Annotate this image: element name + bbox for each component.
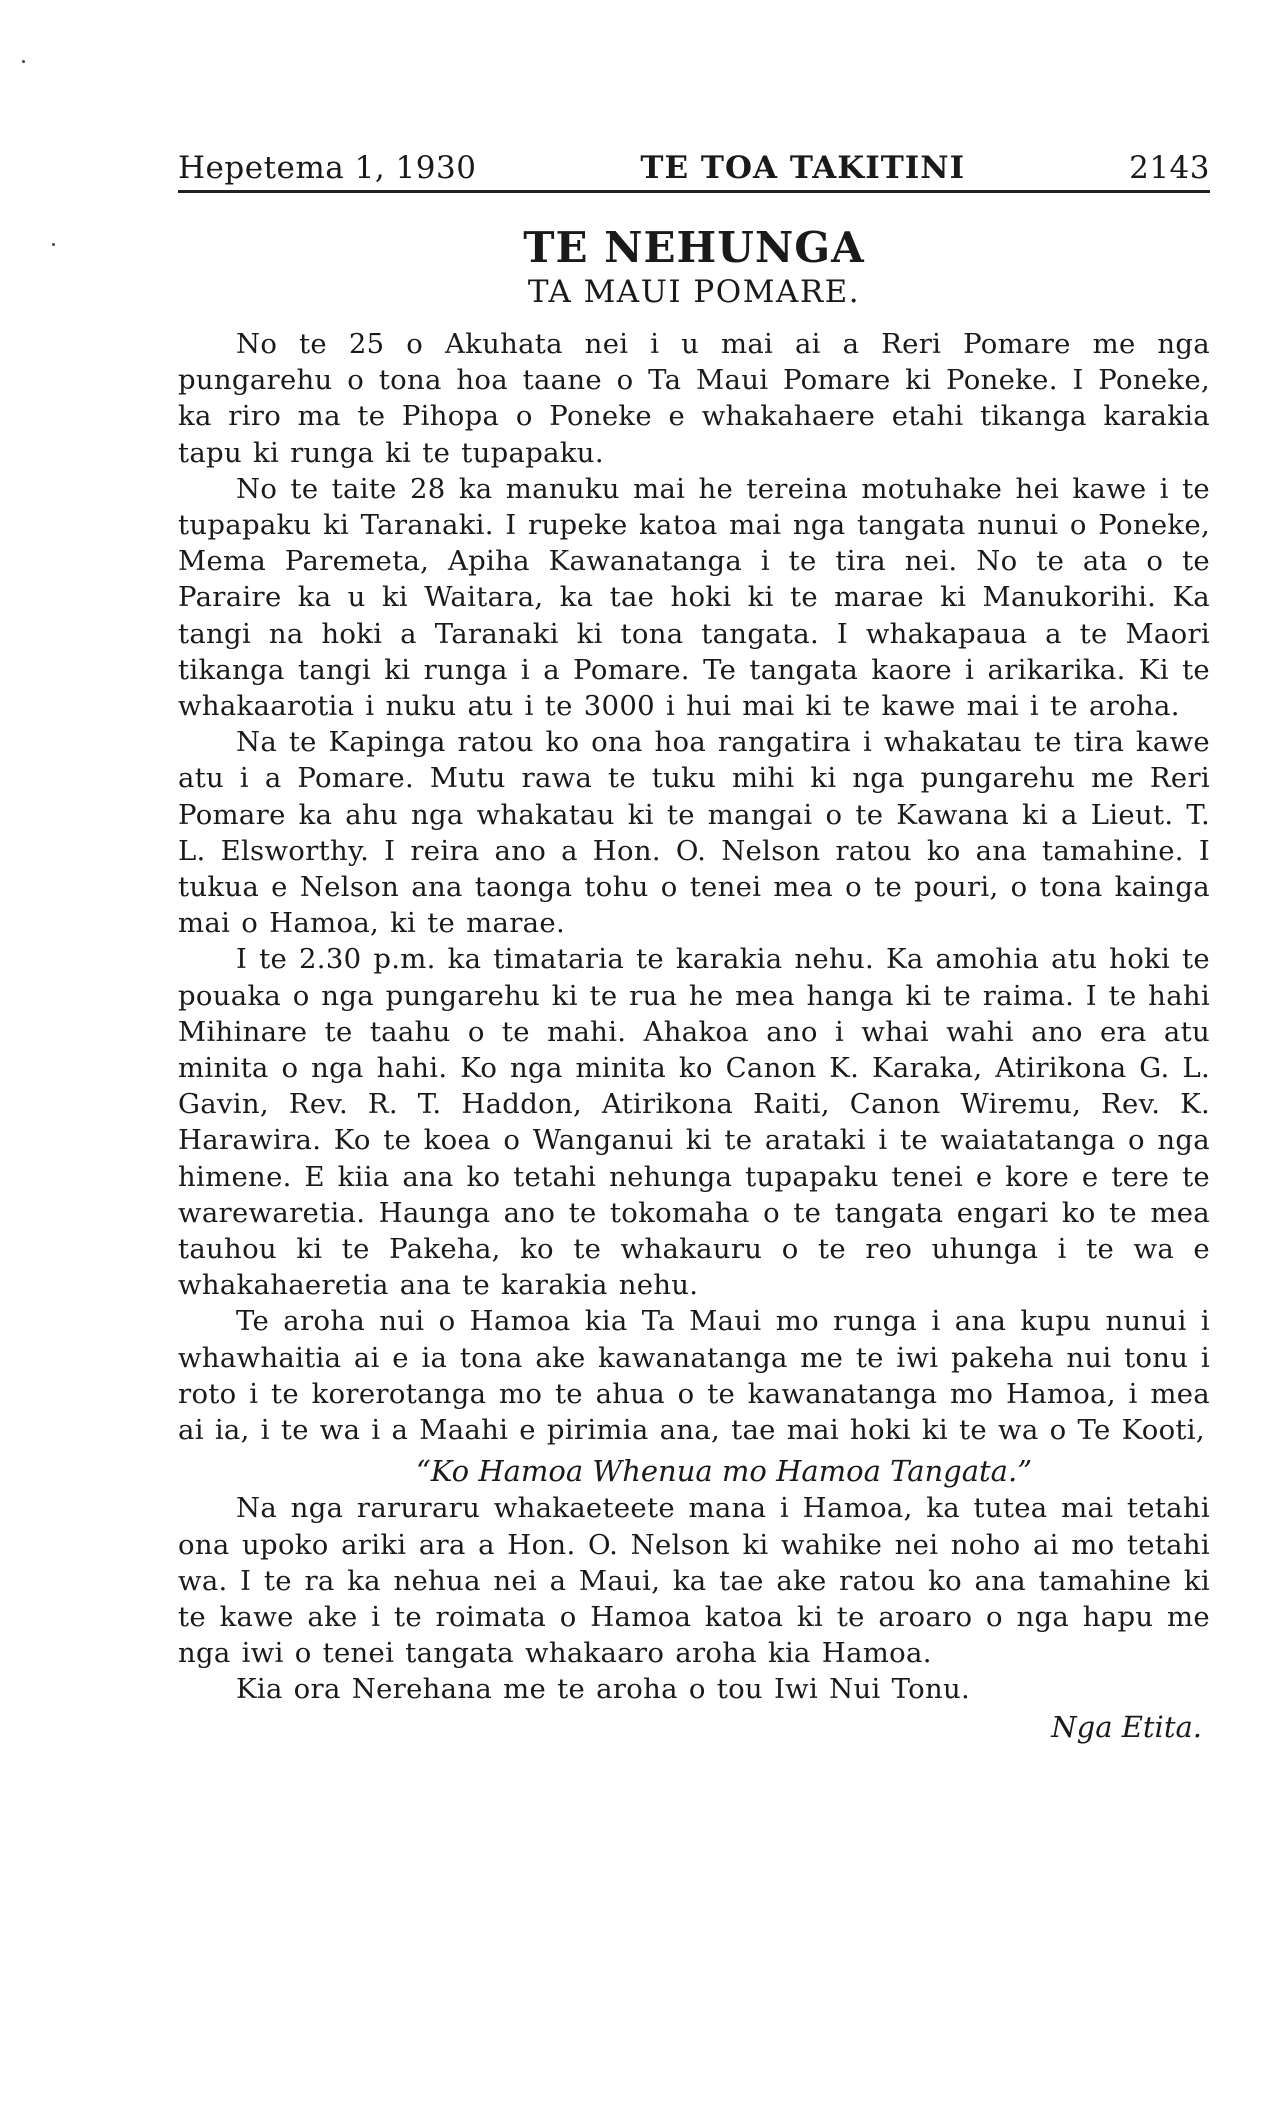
article-subtitle: TA MAUI POMARE. xyxy=(527,274,861,310)
motto-quote: “Ko Hamoa Whenua mo Hamoa Tangata.” xyxy=(415,1454,1033,1489)
paragraph-1: No te 25 o Akuhata nei i u mai ai a Reri Pomare me nga pungarehu o tona hoa taane o Ta Maui Pomare ki Poneke. I Poneke, ka riro ma te Pihopa o Poneke e whakahaere etahi tikanga karakia tapu ki runga ki te tupapaku. xyxy=(178,328,1210,469)
journal-title: TE TOA TAKITINI xyxy=(640,150,966,186)
running-header xyxy=(178,150,1210,193)
paragraph-3: Na te Kapinga ratou ko ona hoa rangatira i whakatau te tira kawe atu i a Pomare. Mutu rawa te tuku mihi ki nga pungarehu me Reri Pomare ka ahu nga whakatau ki te mangai o te Kawana ki a Lieut. T. L. Elsworthy. I reira ano a Hon. O. Nelson ratou ko ana tamahine. I tukua e Nelson ana taonga tohu o tenei mea o te pouri, o tona kainga mai o Hamoa, ki te marae. xyxy=(178,726,1210,940)
paragraph-5: Te aroha nui o Hamoa kia Ta Maui mo runga i ana kupu nunui i whawhaitia ai e ia tona ake kawanatanga me te iwi pakeha nui tonu i roto i te korerotanga mo te ahua o te kawanatanga mo Hamoa, i mea ai ia, i te wa i a Maahi e pirimia ana, tae mai hoki ki te wa o Te Kooti, xyxy=(178,1305,1210,1447)
page xyxy=(178,150,1210,1746)
margin-speck-top xyxy=(22,60,25,63)
paragraph-4: I te 2.30 p.m. ka timataria te karakia nehu. Ka amohia atu hoki te pouaka o nga pungarehu ki te rua he mea hanga ki te raima. I te hahi Mihinare te taahu o te mahi. Ahakoa ano i whai wahi ano era atu minita o nga hahi. Ko nga minita ko Canon K. Karaka, Atirikona G. L. Gavin, Rev. R. T. Haddon, Atirikona Raiti, Canon Wiremu, Rev. K. Harawira. Ko te koea o Wanganui ki te arataki i te waiatatanga o nga himene. E kiia ana ko tetahi nehunga tupapaku tenei e kore e tere te warewaretia. Haunga ano te tokomaha o te tangata engari ko te mea tauhou ki te Pakeha, ko te whakauru o te reo uhunga i te wa e whakahaeretia ana te karakia nehu. xyxy=(178,943,1210,1302)
paragraph-6: Na nga raruraru whakaeteete mana i Hamoa, ka tutea mai tetahi ona upoko ariki ara a Hon. O. Nelson ki wahike nei noho ai mo tetahi wa. I te ra ka nehua nei a Maui, ka tae ake ratou ko ana tamahine ki te kawe ake i te roimata o Hamoa katoa ki te aroaro o nga hapu me nga iwi o tenei tangata whakaaro aroha kia Hamoa. xyxy=(178,1492,1210,1670)
signature: Nga Etita. xyxy=(1051,1709,1202,1744)
article-body xyxy=(178,326,1210,1746)
page-number: 2143 xyxy=(1129,150,1210,186)
paragraph-7: Kia ora Nerehana me te aroha o tou Iwi Nui Tonu. xyxy=(236,1673,971,1706)
issue-date: Hepetema 1, 1930 xyxy=(178,150,477,186)
paragraph-2: No te taite 28 ka manuku mai he tereina motuhake hei kawe i te tupapaku ki Taranaki. I rupeke katoa mai nga tangata nunui o Poneke, Mema Paremeta, Apiha Kawanatanga i te tira nei. No te ata o te Paraire ka u ki Waitara, ka tae hoki ki te marae ki Manukorihi. Ka tangi na hoki a Taranaki ki tona tangata. I whakapaua a te Maori tikanga tangi ki runga i a Pomare. Te tangata kaore i arikarika. Ki te whakaarotia i nuku atu i te 3000 i hui mai ki te kawe mai i te aroha. xyxy=(178,472,1210,723)
article-title: TE NEHUNGA xyxy=(523,223,865,272)
margin-speck-left xyxy=(52,243,55,246)
